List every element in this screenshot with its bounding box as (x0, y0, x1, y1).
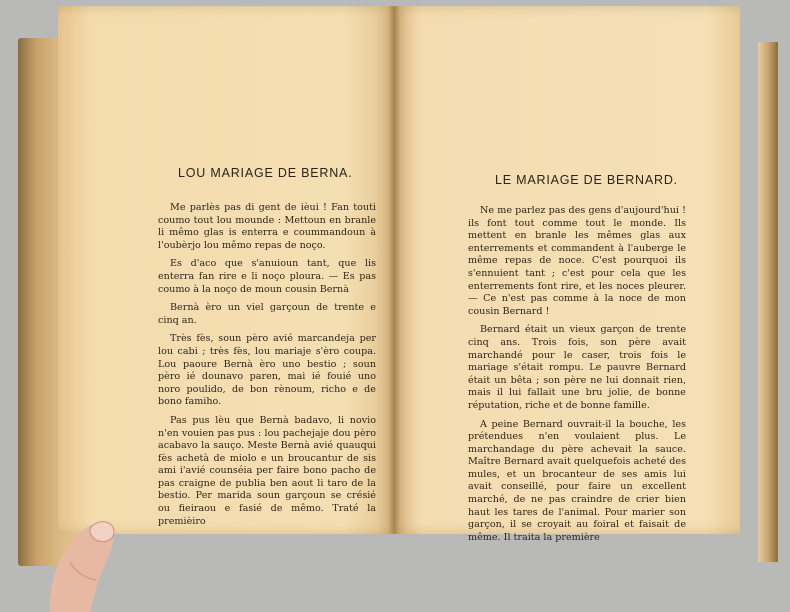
left-page-title: LOU MARIAGE DE BERNA. (178, 166, 353, 180)
right-paragraph: A peine Bernard ouvrait-il la bouche, les prétendues n'en voulaient plus. Le marchandage du père achevait la sauce. Maître Bernard avait quelquefois acheté des mules, et un brocanteur de ses amis lui avait conseillé, pour faire un excellent marché, de ne pas craindre de crier bien haut les tares de l'animal. Pour marier son garçon, il se croyait au foiral et faisait de même. Il traita la première (468, 418, 686, 543)
left-paragraph: Bernà èro un viel garçoun de trente e cinq an. (158, 302, 376, 326)
right-page-text (468, 205, 686, 550)
page-edges-right (758, 42, 778, 562)
left-paragraph: Es d'aco que s'anuioun tant, que lis enterra fan rire e li noço ploura. — Es pas coumo à la noço de moun cousin Bernà (158, 258, 376, 295)
left-paragraph: Pas pus lèu que Bernà badavo, li novio n'en vouien pas pus : lou pachejaje dou pèro acabavo la sauço. Meste Bernà avié quauqui fès achetà de miolo e un broucantur de sis ami i'avié counséia per faire bono pacho de pas craigne de publia ben aout li taro de la bestio. Per marida soun garçoun se crésié ou fieiraou e fasié de mêmo. Traté la premièiro (158, 414, 376, 527)
left-paragraph: Me parlès pas di gent de ièui ! Fan touti coumo tout lou mounde : Mettoun en branle li mêmo glas is enterra e coummandoun à l'oubèrjo lou mêmo repas de noço. (158, 202, 376, 251)
left-page-text (158, 202, 376, 534)
left-paragraph: Très fès, soun pèro avié marcandeja per lou cabi ; très fès, lou mariaje s'èro coupa. Lou paoure Bernà èro uno bestio ; soun pèro ié dounavo paren, mai ié fouié uno noro poulido, de bon rènoum, richo e de bono famiho. (158, 333, 376, 408)
right-page-title: LE MARIAGE DE BERNARD. (495, 173, 678, 187)
thumb (40, 512, 120, 612)
right-paragraph: Bernard était un vieux garçon de trente cinq ans. Trois fois, son père avait marchandé pour le caser, trois fois le mariage s'était rompu. Le pauvre Bernard était un bêta ; son père ne lui donnait rien, mais il lui fallait une bru jolie, de bonne réputation, riche et de bonne famille. (468, 324, 686, 411)
book-gutter (388, 6, 400, 534)
right-paragraph: Ne me parlez pas des gens d'aujourd'hui ! ils font tout comme tout le monde. Ils mettent en branle les mêmes glas aux enterrements et commandent à l'auberge le même repas de noce. C'est pourquoi ils s'ennuient tant ; c'est pour cela que les enterrements font rire, et les noces pleurer. — Ce n'est pas comme à la noce de mon cousin Bernard ! (468, 205, 686, 317)
